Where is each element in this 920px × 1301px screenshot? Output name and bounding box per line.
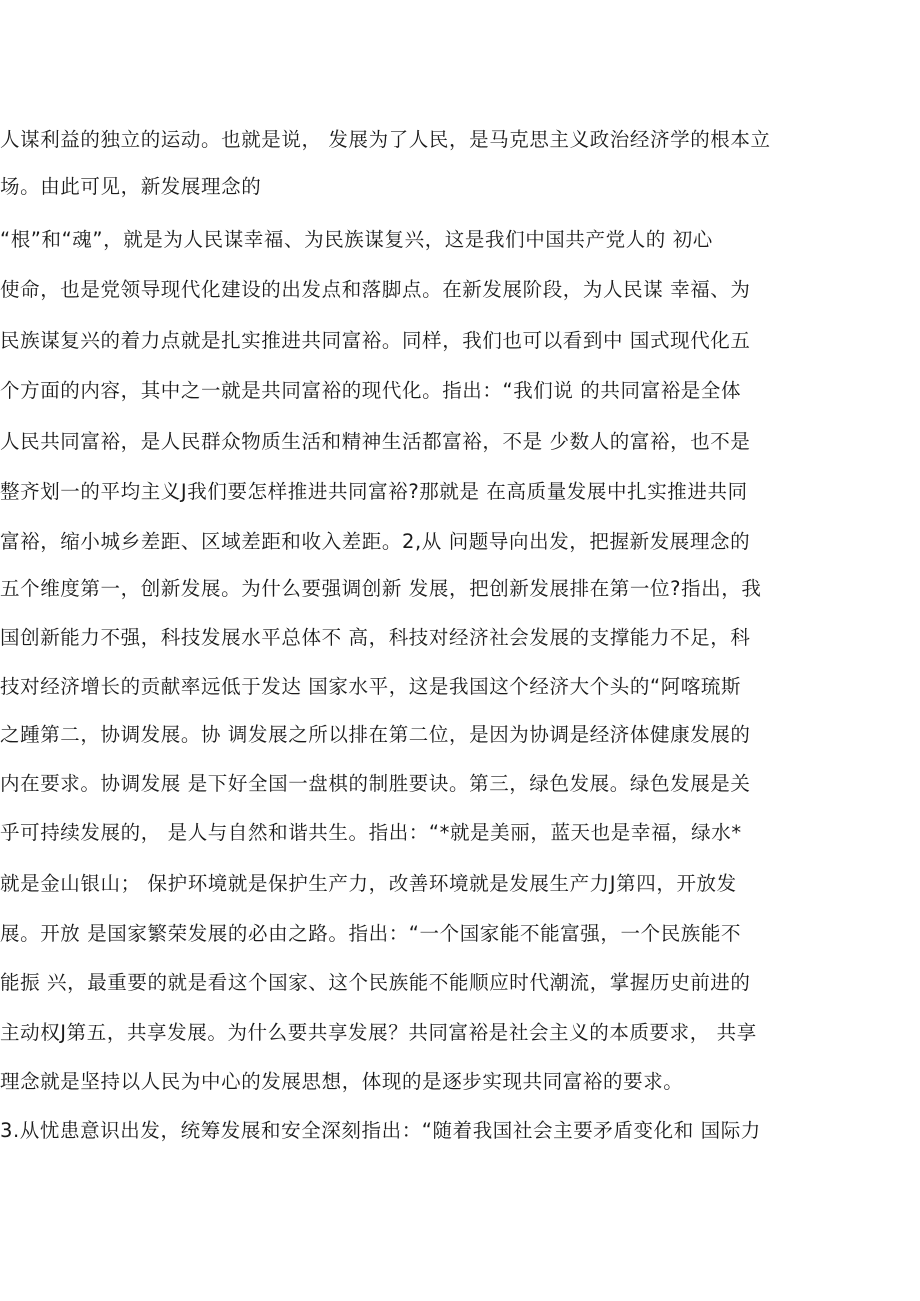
- text-line-12: 技对经济增长的贡献率远低于发达 国家水平，这是我国这个经济大个头的“阿喀琉斯: [0, 675, 742, 698]
- text-line-3: “根”和“魂”，就是为人民谋幸福、为民族谋复兴，这是我们中国共产党人的 初心: [0, 228, 713, 251]
- text-line-7: 人民共同富裕，是人民群众物质生活和精神生活都富裕，不是 少数人的富裕，也不是: [0, 430, 751, 453]
- text-line-20: 理念就是坚持以人民为中心的发展思想，体现的是逐步实现共同富裕的要求。: [0, 1070, 684, 1093]
- text-line-19: 主动权J第五，共享发展。为什么要共享发展？共同富裕是社会主义的本质要求， 共享: [0, 1021, 757, 1044]
- text-line-6: 个方面的内容，其中之一就是共同富裕的现代化。指出：“我们说 的共同富裕是全体: [0, 379, 742, 402]
- text-line-11: 国创新能力不强，科技发展水平总体不 高，科技对经济社会发展的支撑能力不足，科: [0, 626, 751, 649]
- text-line-16: 就是金山银山； 保护环境就是保护生产力，改善环境就是发展生产力J第四，开放发: [0, 872, 737, 895]
- text-line-5: 民族谋复兴的着力点就是扎实推进共同富裕。同样，我们也可以看到中 国式现代化五: [0, 329, 751, 352]
- text-line-2: 场。由此可见，新发展理念的: [0, 175, 262, 198]
- text-line-15: 乎可持续发展的， 是人与自然和谐共生。指出：“*就是美丽，蓝天也是幸福，绿水*: [0, 821, 742, 844]
- text-line-18: 能振 兴，最重要的就是看这个国家、这个民族能不能顺应时代潮流，掌握历史前进的: [0, 971, 751, 994]
- text-line-14: 内在要求。协调发展 是下好全国一盘棋的制胜要诀。第三，绿色发展。绿色发展是关: [0, 772, 751, 795]
- text-line-17: 展。开放 是国家繁荣发展的必由之路。指出：“一个国家能不能富强，一个民族能不: [0, 922, 742, 945]
- text-line-21: 3.从忧患意识出发，统筹发展和安全深刻指出：“随着我国社会主要矛盾变化和 国际力: [0, 1119, 761, 1142]
- text-line-13: 之踵第二，协调发展。协 调发展之所以排在第二位，是因为协调是经济体健康发展的: [0, 723, 751, 746]
- text-line-10: 五个维度第一，创新发展。为什么要强调创新 发展，把创新发展排在第一位?指出，我: [0, 577, 762, 600]
- text-line-9: 富裕，缩小城乡差距、区域差距和收入差距。2,从 问题导向出发，把握新发展理念的: [0, 530, 751, 553]
- text-line-8: 整齐划一的平均主义J我们要怎样推进共同富裕?那就是 在高质量发展中扎实推进共同: [0, 480, 748, 503]
- text-line-1: 人谋利益的独立的运动。也就是说， 发展为了人民，是马克思主义政治经济学的根本立: [0, 128, 771, 151]
- text-line-4: 使命，也是党领导现代化建设的出发点和落脚点。在新发展阶段，为人民谋 幸福、为: [0, 278, 751, 301]
